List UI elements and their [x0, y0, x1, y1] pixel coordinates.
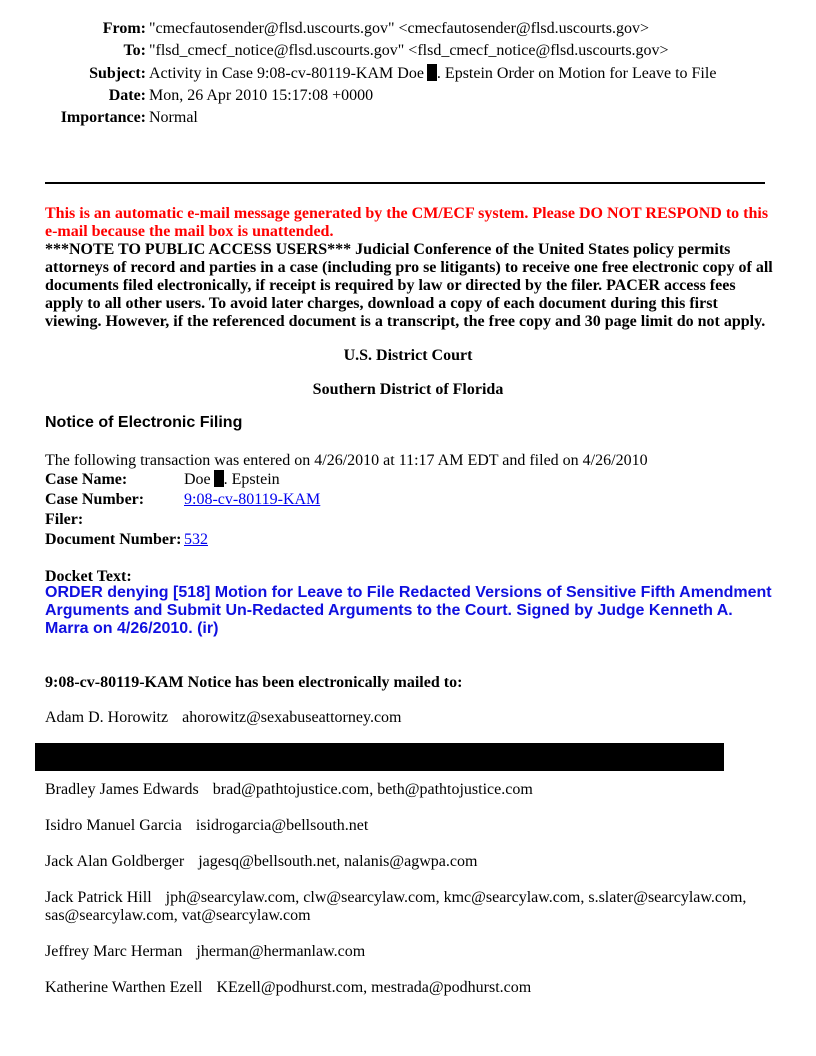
recipient-name: Isidro Manuel Garcia: [45, 817, 182, 834]
court-name: U.S. District Court: [343, 347, 473, 364]
case-name-start: Doe: [184, 471, 211, 488]
recipient-name: Bradley James Edwards: [45, 781, 199, 798]
auto-message-warning: This is an automatic e-mail message generated by the CM/ECF system. Please DO NOT RESPOND to this e-mail because the mail box is unattended.: [45, 205, 769, 240]
notice-block: [45, 205, 775, 331]
recipient-emails: isidrogarcia@bellsouth.net: [195, 817, 369, 834]
recipient-row: [45, 943, 785, 961]
recipient-emails: KEzell@podhurst.com, mestrada@podhurst.com: [216, 979, 532, 996]
date-value: Mon, 26 Apr 2010 15:17:08 +0000: [149, 86, 374, 104]
case-details: [45, 470, 320, 550]
recipient-row: [45, 781, 785, 799]
subject-redaction: [427, 64, 437, 81]
court-district: Southern District of Florida: [312, 381, 504, 398]
recipient-emails: jagesq@bellsouth.net, nalanis@agwpa.com: [198, 853, 478, 870]
case-name-value: [184, 471, 280, 488]
public-access-note: ***NOTE TO PUBLIC ACCESS USERS*** Judicial Conference of the United States policy permits attorneys of record and parties in a case (including pro se litigants) to receive one free electronic copy of all documents filed electronically, if receipt is required by law or directed by the filer. PACER access fees apply to all other users. To avoid later charges, download a copy of each document during this first viewing. However, if the referenced document is a transcript, the free copy and 30 page limit do not apply.: [45, 241, 773, 330]
case-name-end: . Epstein: [223, 471, 280, 488]
filer-row: [45, 510, 320, 530]
from-label: From:: [102, 20, 146, 37]
recipient-emails: jph@searcylaw.com, clw@searcylaw.com, kmc@searcylaw.com, s.slater@searcylaw.com, sas@searcylaw.com, vat@searcylaw.com: [45, 889, 747, 924]
importance-label: Importance:: [60, 109, 146, 127]
redaction-bar: [35, 743, 724, 771]
from-row: [0, 18, 816, 40]
document-number-link[interactable]: 532: [184, 531, 208, 548]
importance-row: [0, 107, 816, 129]
transaction-text: The following transaction was entered on 4/26/2010 at 11:17 AM EDT and filed on 4/26/2010: [45, 452, 648, 469]
recipient-name: Katherine Warthen Ezell: [45, 979, 203, 996]
recipient-row: [45, 889, 785, 925]
case-name-redaction: [214, 470, 224, 487]
email-header: [0, 18, 816, 129]
case-name-row: [45, 470, 320, 490]
importance-value: Normal: [149, 109, 198, 127]
subject-label: Subject:: [89, 64, 146, 82]
recipient-emails: jherman@hermanlaw.com: [196, 943, 366, 960]
recipient-row: [45, 979, 785, 997]
filer-label: Filer:: [45, 511, 84, 528]
docket-text-label: Docket Text:: [45, 568, 132, 585]
case-number-row: [45, 490, 320, 510]
to-label: To:: [123, 42, 146, 60]
from-value: "cmecfautosender@flsd.uscourts.gov" <cmecfautosender@flsd.uscourts.gov>: [149, 20, 649, 37]
subject-row: [0, 63, 816, 85]
recipient-name: Jack Patrick Hill: [45, 889, 152, 906]
document-number-row: [45, 530, 320, 550]
to-row: [0, 40, 816, 62]
case-number-link[interactable]: 9:08-cv-80119-KAM: [184, 491, 321, 508]
recipient-emails: ahorowitz@sexabuseattorney.com: [182, 709, 402, 726]
date-row: [0, 85, 816, 107]
recipient-name: Jack Alan Goldberger: [45, 853, 185, 870]
recipient-name: Jeffrey Marc Herman: [45, 943, 183, 960]
case-number-label: Case Number:: [45, 491, 145, 508]
document-number-label: Document Number:: [45, 531, 182, 548]
recipient-name: Adam D. Horowitz: [45, 709, 169, 726]
case-name-label: Case Name:: [45, 471, 128, 488]
subject-text-start: Activity in Case 9:08-cv-80119-KAM Doe: [149, 64, 424, 82]
subject-text-end: . Epstein Order on Motion for Leave to File: [436, 64, 717, 82]
subject-value: [146, 63, 716, 85]
to-value: "flsd_cmecf_notice@flsd.uscourts.gov" <flsd_cmecf_notice@flsd.uscourts.gov>: [149, 42, 669, 60]
date-label: Date:: [108, 86, 146, 104]
recipient-emails: brad@pathtojustice.com, beth@pathtojustice.com: [212, 781, 533, 798]
recipient-row: [45, 853, 785, 871]
recipient-row: [45, 709, 785, 727]
nef-title: Notice of Electronic Filing: [45, 414, 243, 431]
recipient-row: [45, 817, 785, 835]
header-divider: [45, 182, 765, 184]
mailed-to-heading: 9:08-cv-80119-KAM Notice has been electronically mailed to:: [45, 674, 463, 691]
docket-text: ORDER denying [518] Motion for Leave to File Redacted Versions of Sensitive Fifth Amendment Arguments and Submit Un-Redacted Arguments to the Court. Signed by Judge Kenneth A. Marra on 4/26/2010. (ir): [45, 584, 772, 637]
